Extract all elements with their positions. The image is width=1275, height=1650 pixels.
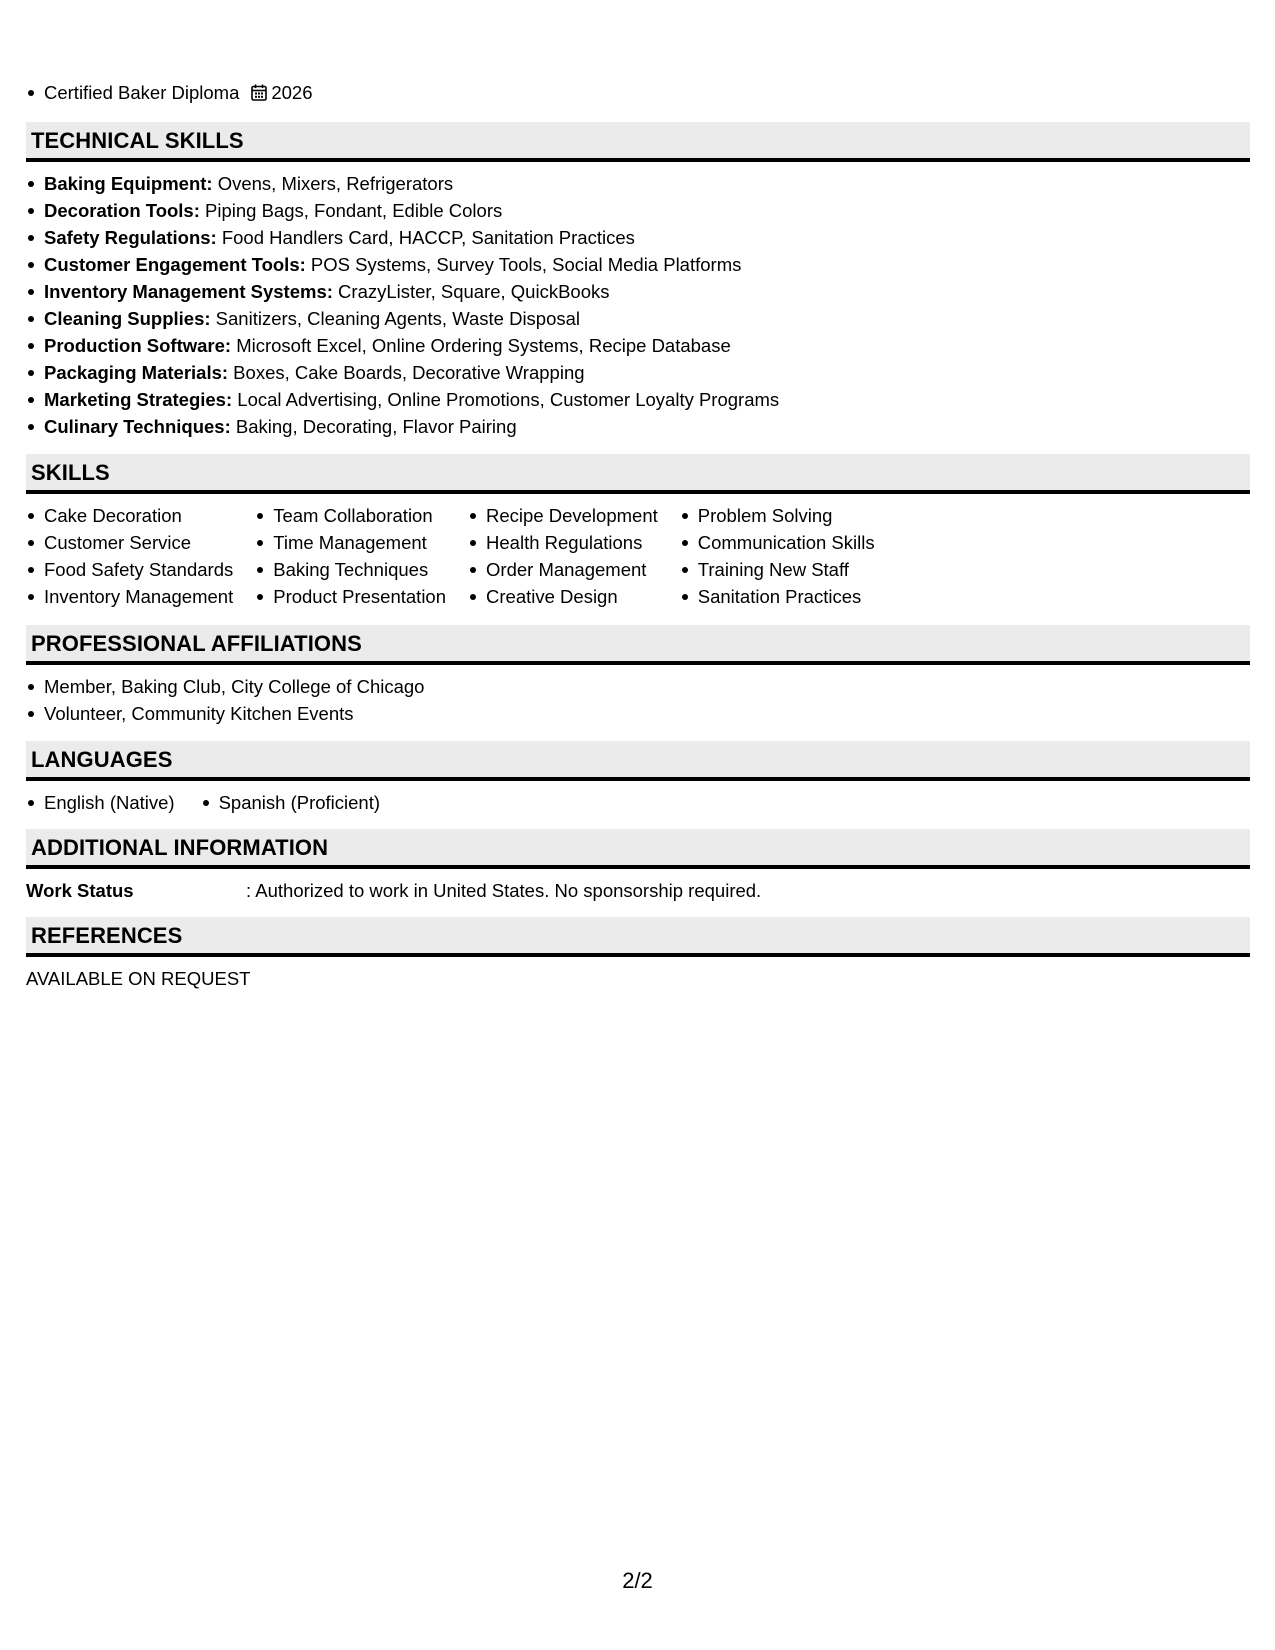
affiliations-heading: PROFESSIONAL AFFILIATIONS	[31, 631, 362, 656]
additional-info-section	[26, 829, 1250, 904]
calendar-icon	[251, 84, 267, 101]
list-item: Production Software: Microsoft Excel, Online Ordering Systems, Recipe Database	[26, 332, 1250, 359]
list-item: Inventory Management	[26, 583, 233, 610]
list-item: Cake Decoration	[26, 502, 233, 529]
list-item: Baking Techniques	[255, 556, 446, 583]
work-status-row	[26, 869, 1250, 904]
list-item: Packaging Materials: Boxes, Cake Boards, Decorative Wrapping	[26, 359, 1250, 386]
list-item: Recipe Development	[468, 502, 658, 529]
list-item: Decoration Tools: Piping Bags, Fondant, Edible Colors	[26, 197, 1250, 224]
languages-section	[26, 741, 1250, 816]
affiliations-list	[26, 673, 1250, 727]
section-header	[26, 741, 1250, 781]
list-item: Creative Design	[468, 583, 658, 610]
certification-list	[26, 79, 313, 106]
list-item: Volunteer, Community Kitchen Events	[26, 700, 1250, 727]
technical-skills-section	[26, 122, 1250, 440]
section-header	[26, 829, 1250, 869]
affiliations-section	[26, 625, 1250, 727]
list-item: Training New Staff	[680, 556, 875, 583]
additional-info-heading: ADDITIONAL INFORMATION	[31, 835, 329, 860]
list-item: Cleaning Supplies: Sanitizers, Cleaning Agents, Waste Disposal	[26, 305, 1250, 332]
list-item: Customer Service	[26, 529, 233, 556]
page-number: 2/2	[622, 1568, 653, 1593]
list-item: Product Presentation	[255, 583, 446, 610]
list-item: Safety Regulations: Food Handlers Card, HACCP, Sanitation Practices	[26, 224, 1250, 251]
list-item: Marketing Strategies: Local Advertising, Online Promotions, Customer Loyalty Programs	[26, 386, 1250, 413]
skills-section	[26, 454, 1250, 610]
list-item: Member, Baking Club, City College of Chicago	[26, 673, 1250, 700]
section-header	[26, 454, 1250, 494]
list-item: Spanish (Proficient)	[201, 789, 380, 816]
references-section	[26, 917, 1250, 992]
references-heading: REFERENCES	[31, 923, 183, 948]
section-header	[26, 122, 1250, 162]
list-item: Team Collaboration	[255, 502, 446, 529]
certification-year: 2026	[271, 82, 313, 103]
certification-title: Certified Baker Diploma	[44, 82, 240, 103]
technical-skills-heading: TECHNICAL SKILLS	[31, 128, 244, 153]
list-item: Inventory Management Systems: CrazyLister, Square, QuickBooks	[26, 278, 1250, 305]
list-item: Baking Equipment: Ovens, Mixers, Refrigerators	[26, 170, 1250, 197]
certification-item	[26, 79, 313, 106]
list-item: Health Regulations	[468, 529, 658, 556]
skills-column	[26, 502, 233, 610]
technical-skills-list	[26, 170, 1250, 440]
references-text: AVAILABLE ON REQUEST	[26, 968, 251, 989]
work-status-value: : Authorized to work in United States. No sponsorship required.	[246, 880, 762, 901]
section-header	[26, 625, 1250, 665]
list-item: English (Native)	[26, 789, 175, 816]
list-item: Food Safety Standards	[26, 556, 233, 583]
languages-heading: LANGUAGES	[31, 747, 173, 772]
skills-column	[680, 502, 875, 610]
section-header	[26, 917, 1250, 957]
skills-columns	[26, 494, 1250, 610]
list-item: Order Management	[468, 556, 658, 583]
skills-column	[255, 502, 446, 610]
list-item: Sanitation Practices	[680, 583, 875, 610]
skills-column	[468, 502, 658, 610]
list-item: Communication Skills	[680, 529, 875, 556]
list-item: Culinary Techniques: Baking, Decorating, Flavor Pairing	[26, 413, 1250, 440]
languages-list	[26, 789, 1250, 816]
list-item: Time Management	[255, 529, 446, 556]
work-status-label: Work Status	[26, 880, 134, 901]
list-item: Customer Engagement Tools: POS Systems, Survey Tools, Social Media Platforms	[26, 251, 1250, 278]
skills-heading: SKILLS	[31, 460, 110, 485]
list-item: Problem Solving	[680, 502, 875, 529]
